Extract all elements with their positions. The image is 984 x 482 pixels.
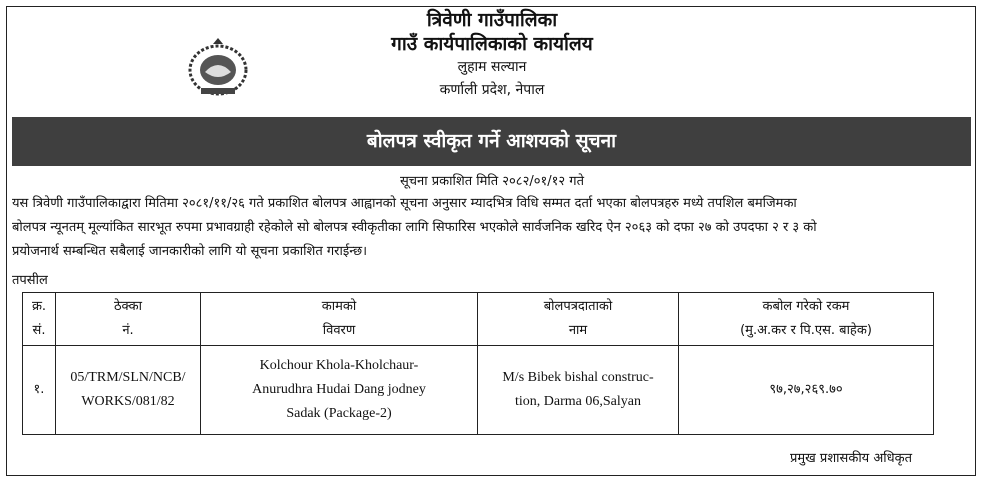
office-header (0, 8, 984, 102)
notice-body-line: प्रयोजनार्थ सम्बन्धित सबैलाई जानकारीको लागि यो सूचना प्रकाशित गराईन्छ। (12, 244, 368, 259)
notice-body-line: बोलपत्र न्यूनतम् मूल्यांकित सारभूत रुपमा प्रभावग्राही रहेकोले सो बोलपत्र स्वीकृतीका लागि सिफारिस भएकोले सार्वजनिक खरिद ऐन २०६३ को दफा २७ को उपदफा २ र ३ को (12, 220, 817, 235)
office-province: कर्णाली प्रदेश, नेपाल (439, 82, 545, 98)
signatory-title: प्रमुख प्रशासकीय अधिकृत (790, 451, 913, 466)
municipality-name: त्रिवेणी गाउँपालिका (426, 9, 558, 31)
cell-bid-amount: ९७,२७,२६९.७० (679, 346, 934, 435)
cell-work-description: Kolchour Khola-Kholchaur- Anurudhra Hudai Dang jodney Sadak (Package-2) (201, 346, 478, 435)
cell-bidder-name: M/s Bibek bishal construc- tion, Darma 06,Salyan (478, 346, 679, 435)
cell-contract-no: 05/TRM/SLN/NCB/ WORKS/081/82 (56, 346, 201, 435)
header-serial: क्र. सं. (23, 293, 56, 346)
header-bid-amount: कबोल गरेको रकम (मु.अ.कर र पि.एस. बाहेक) (679, 293, 934, 346)
cell-serial: १. (23, 346, 56, 435)
notice-title: बोलपत्र स्वीकृत गर्ने आशयको सूचना (12, 117, 971, 166)
publication-date: सूचना प्रकाशित मिति २०८२/०१/१२ गते (399, 174, 584, 189)
header-bidder-name: बोलपत्रदाताको नाम (478, 293, 679, 346)
table-header-row (23, 293, 934, 346)
office-address: लुहाम सल्यान (457, 59, 527, 75)
table-row (23, 346, 934, 435)
header-contract-no: ठेक्का नं. (56, 293, 201, 346)
header-work-description: कामको विवरण (201, 293, 478, 346)
office-name: गाउँ कार्यपालिकाको कार्यालय (391, 33, 593, 55)
notice-body-line: यस त्रिवेणी गाउँपालिकाद्वारा मितिमा २०८१/११/२६ गते प्रकाशित बोलपत्र आह्वानको सूचना अनुसार म्यादभित्र विधि सम्मत दर्ता भएका बोलपत्रहरु मध्ये तपशिल बमजिमका (12, 196, 797, 211)
notice-body (12, 192, 972, 264)
details-label: तपसील (12, 273, 48, 288)
bid-details-table (22, 292, 934, 435)
